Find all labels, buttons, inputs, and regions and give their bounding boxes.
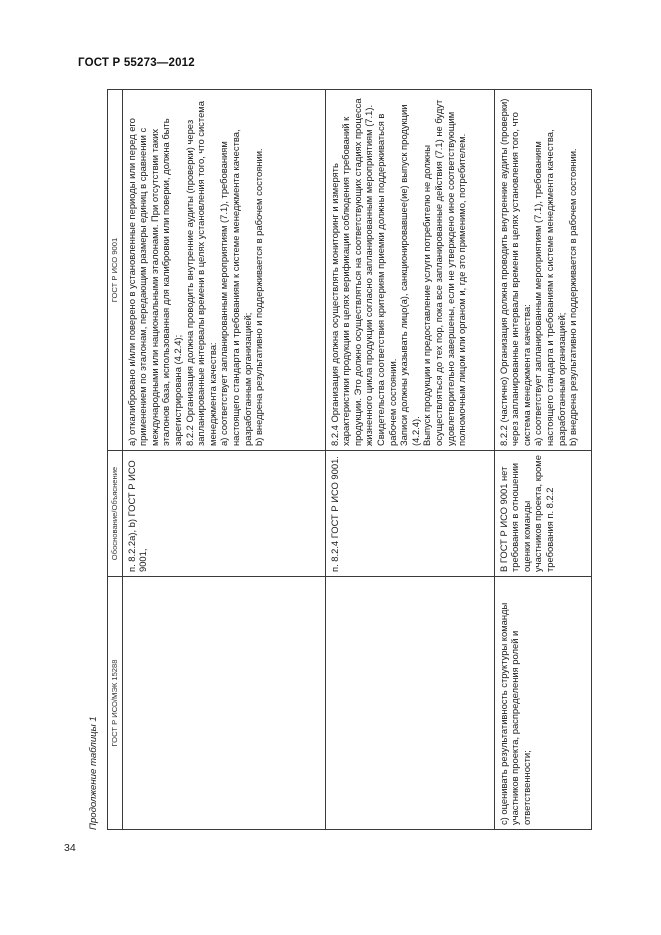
column-header-iso15288: ГОСТ Р ИСО/МЭК 15288 bbox=[108, 577, 123, 830]
table-row bbox=[325, 90, 494, 830]
cell-iso9001: а) откалибровано и/или поверено в установленные периоды или перед его применением по эталонам, передающим размеры единиц в сравнении с международными или национальными эталонами. При отсутствии таких эталонов база, использованная для калибровки или поверки, должна быть зарегистрирована (4.2.4); 8.2.2 Организация должна проводить внутренние аудиты (проверки) через запланированные интервалы времени в целях установления того, что система менеджмента качества: а) соответствует запланированным мероприятиям (7.1), требованиям настоящего стандарта и требованиям к системе менеджмента качества, разработанным организацией; b) внедрена результативно и поддерживается в рабочем состоянии. bbox=[122, 90, 325, 451]
cell-rationale: В ГОСТ Р ИСО 9001 нет требования в отношении оценки команды участников проекта, кроме требования п. 8.2.2 bbox=[494, 451, 591, 577]
standard-header: ГОСТ Р 55273—2012 bbox=[78, 57, 195, 69]
column-header-rationale: Обоснование/Объяснение bbox=[108, 451, 123, 577]
cell-iso15288: с) оценивать результативность структуры команды участников проекта, распределения ролей и ответственности; bbox=[494, 577, 591, 830]
cell-iso15288 bbox=[325, 577, 494, 830]
cell-iso9001: 8.2.4 Организация должна осуществлять мониторинг и измерять характеристики продукции в целях верификации соблюдения требований к продукции. Это должно осуществляться на соответствующих стадиях процесса жизненного цикла продукции согласно запланированным мероприятиям (7.1). Свидетельства соответствия критериям приемки должны поддерживаться в рабочем состоянии. Записи должны указывать лицо(а), санкционировавшее(ие) выпуск продукции (4.2.4). Выпуск продукции и предоставление услуги потребителю не должны осуществляться до тех пор, пока все запланированные действия (7.1) не будут удовлетворительно завершены, если не утверждено иное соответствующим полномочным лицом или органом и, где это применимо, потребителем. bbox=[325, 90, 494, 451]
table-header-row bbox=[108, 90, 123, 830]
table-row bbox=[122, 90, 325, 830]
table-row bbox=[494, 90, 591, 830]
page-number: 34 bbox=[64, 842, 76, 854]
cell-iso9001: 8.2.2 (частично) Организация должна проводить внутренние аудиты (проверки) через запланированные интервалы времени в целях установления того, что система менеджмента качества: а) соответствует запланированным мероприятиям (7.1), требованиям настоящего стандарта и требованиям к системе менеджмента качества, разработанным организацией; b) внедрена результативно и поддерживается в рабочем состоянии. bbox=[494, 90, 591, 451]
cell-iso15288 bbox=[122, 577, 325, 830]
rotated-table-block bbox=[88, 82, 588, 830]
comparison-table bbox=[107, 89, 592, 830]
column-header-iso9001: ГОСТ Р ИСО 9001 bbox=[108, 90, 123, 451]
cell-rationale: п. 8.2.4 ГОСТ Р ИСО 9001. bbox=[325, 451, 494, 577]
table-caption: Продолжение таблицы 1 bbox=[88, 716, 99, 830]
cell-rationale: п. 8.2.2а), b) ГОСТ Р ИСО 9001, bbox=[122, 451, 325, 577]
